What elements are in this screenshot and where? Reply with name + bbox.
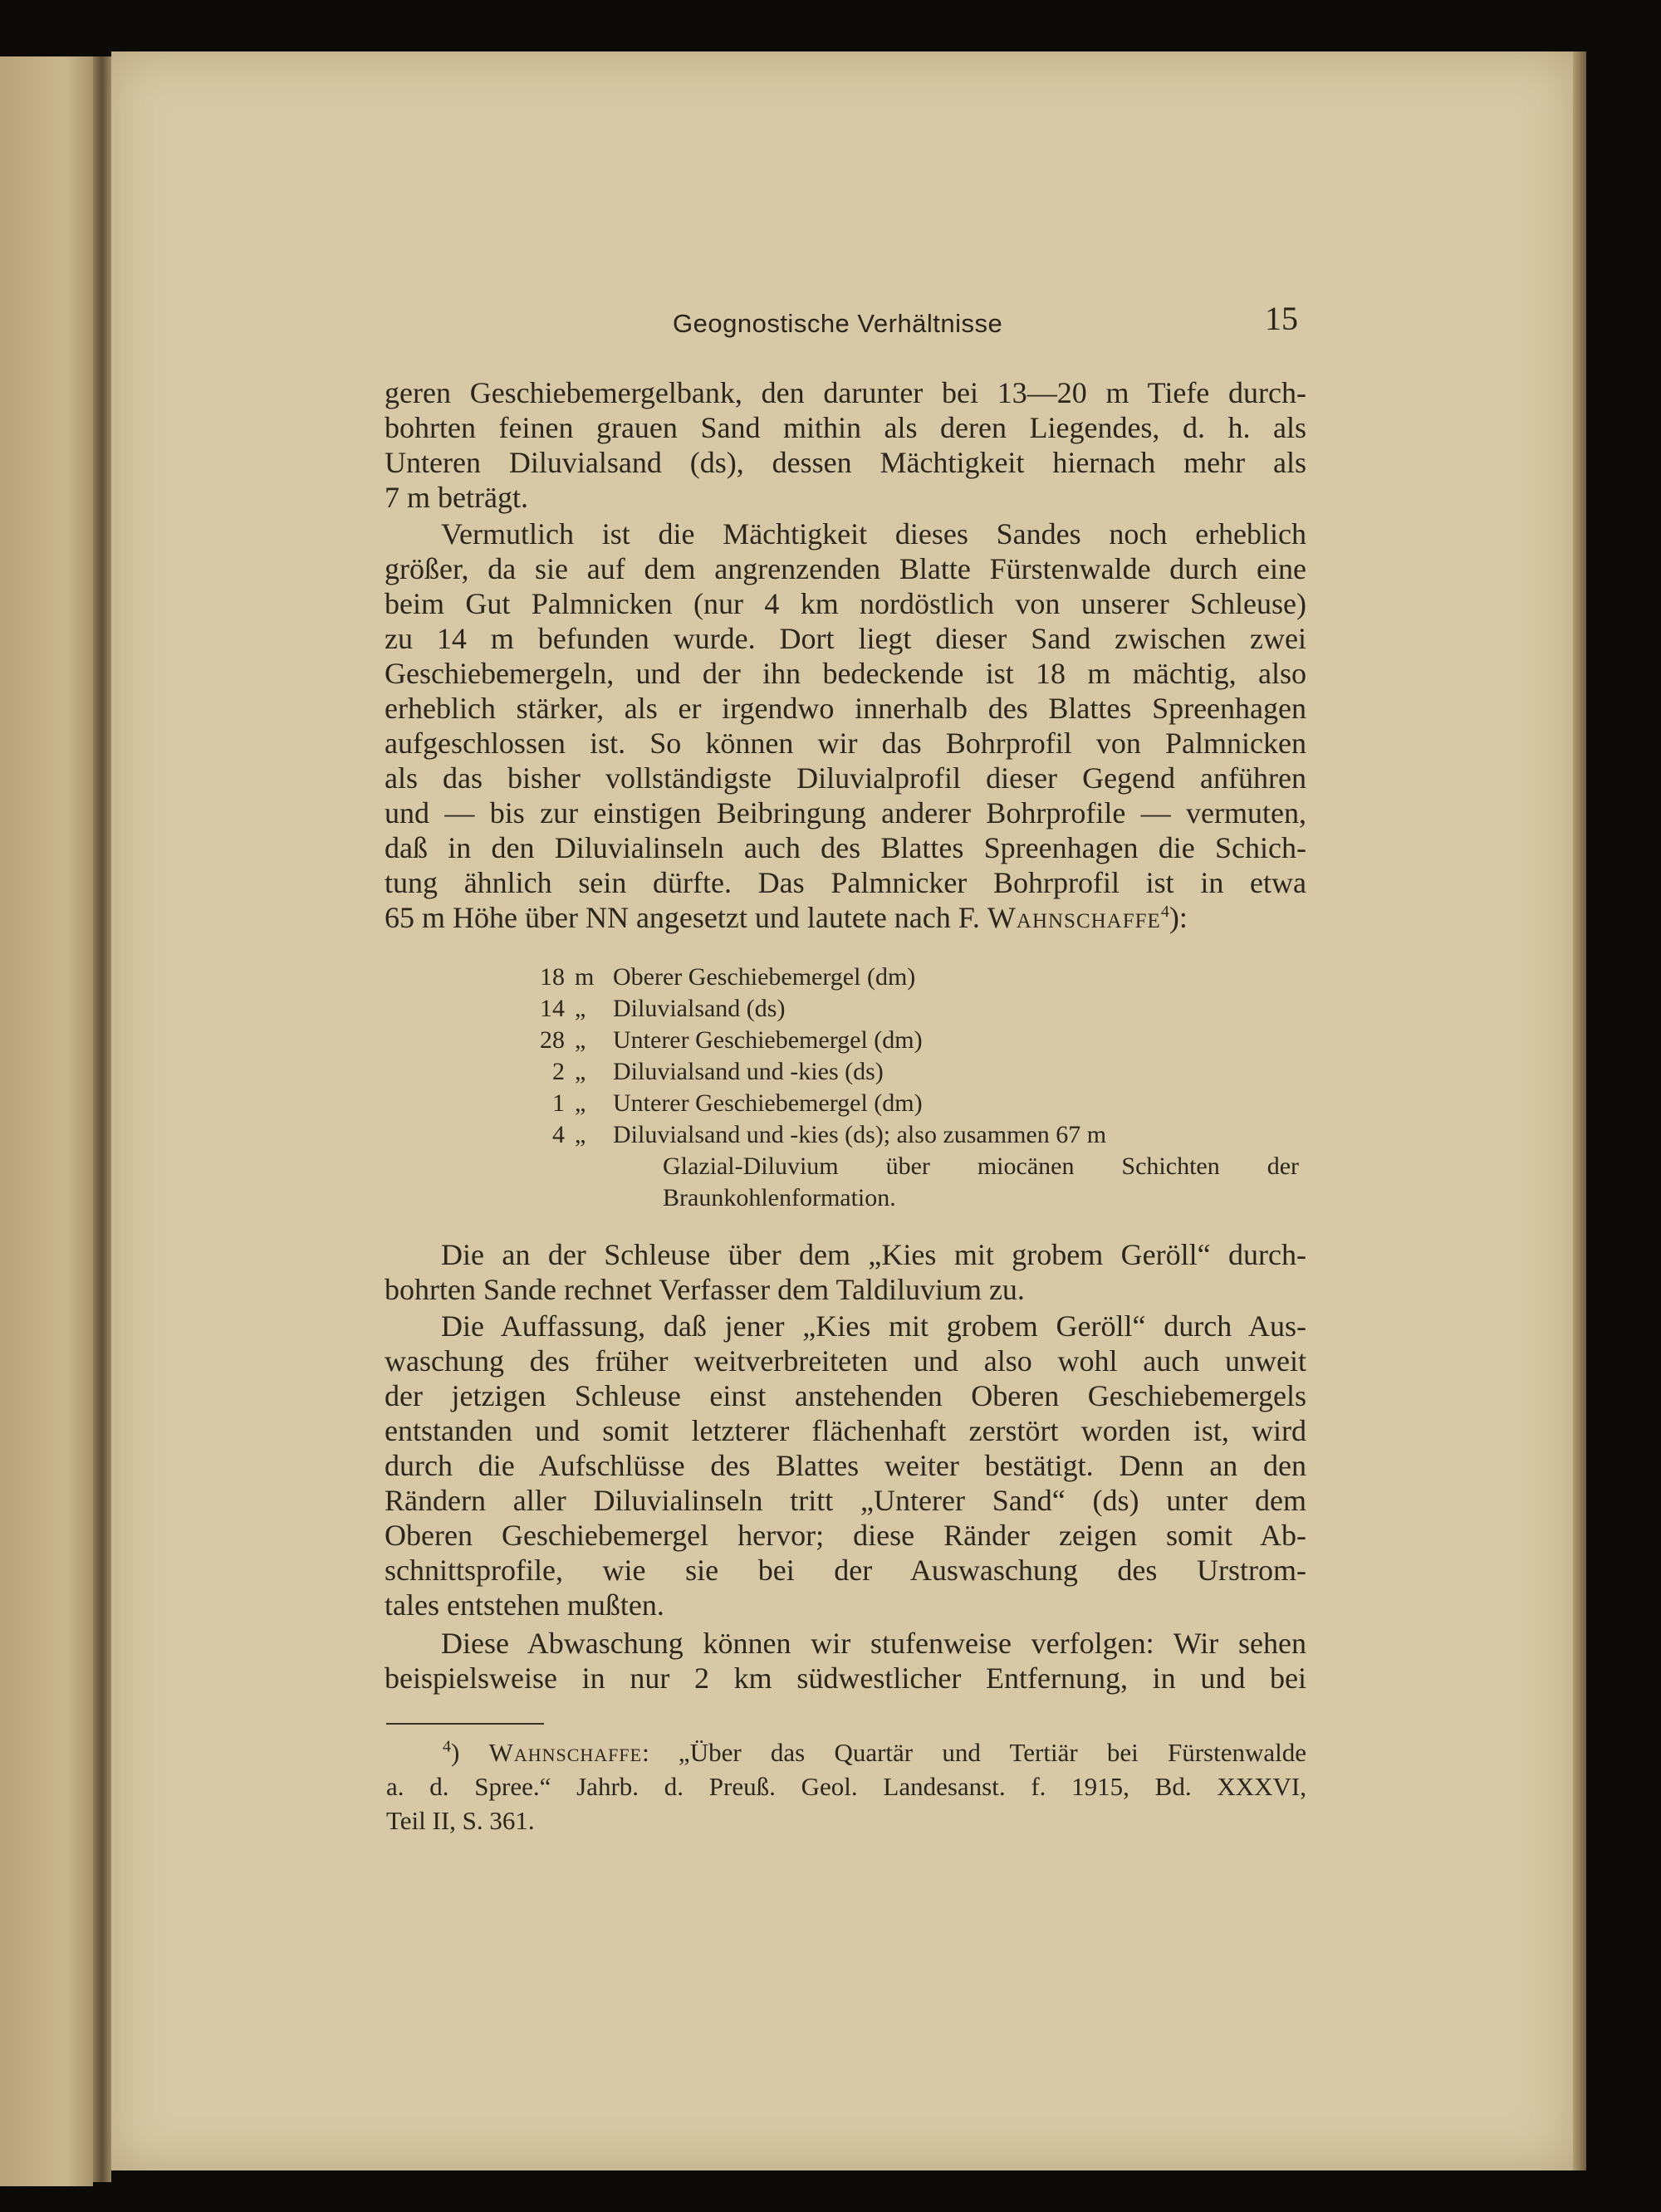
page-edge <box>1573 51 1586 2170</box>
text-line: bohrten feinen grauen Sand mithin als deren Liegendes, d. h. als <box>385 411 1306 444</box>
profile-layer: Unterer Geschiebemergel (dm) <box>613 1089 923 1117</box>
profile-layer: Diluvialsand (ds) <box>613 995 786 1022</box>
text-line: erheblich stärker, als er irgendwo innerhalb des Blattes Spreenhagen <box>385 692 1306 725</box>
profile-layer: Diluvialsand und -kies (ds) <box>613 1058 884 1085</box>
running-title: Geognostische Verhältnisse <box>673 309 1003 338</box>
footnote-line: Teil II, S. 361. <box>386 1806 535 1835</box>
text-line: größer, da sie auf dem angrenzenden Blatte Fürstenwalde durch eine <box>385 552 1306 585</box>
text-fragment: 65 m Höhe über NN angesetzt und lautete nach F. <box>385 901 980 934</box>
footnote-line: $^4$) Wahnschaffe: „Über das Quartär und Tertiär bei Fürstenwalde <box>443 1737 1307 1767</box>
text-line: geren Geschiebemergelbank, den darunter bei 13—20 m Tiefe durch- <box>385 376 1306 409</box>
text-line: aufgeschlossen ist. So können wir das Bohrprofil von Palmnicken <box>385 727 1306 760</box>
text-line: der jetzigen Schleuse einst anstehenden Oberen Geschiebemergels <box>385 1379 1306 1412</box>
text-line: 7 m beträgt. <box>385 481 528 514</box>
profile-unit: m <box>575 963 595 991</box>
text-line: Vermutlich ist die Mächtigkeit dieses Sandes noch erheblich <box>441 517 1306 551</box>
profile-layer: Diluvialsand und -kies (ds); also zusammen 67 m <box>613 1121 1107 1148</box>
text-line: tung ähnlich sein dürfte. Das Palmnicker Bohrprofil ist in etwa <box>385 866 1306 899</box>
text-line: Die an der Schleuse über dem „Kies mit grobem Geröll“ durch- <box>441 1238 1306 1271</box>
profile-unit: „ <box>575 1026 586 1054</box>
footnote-rule <box>386 1723 544 1725</box>
facing-page-edge <box>0 56 93 2186</box>
profile-unit: „ <box>575 1121 586 1148</box>
text-line: Rändern aller Diluvialinseln tritt „Unterer Sand“ (ds) unter dem <box>385 1484 1306 1517</box>
text-line: tales entstehen mußten. <box>385 1588 664 1622</box>
text-fragment: ): <box>1169 901 1188 934</box>
page-number: 15 <box>1265 300 1298 337</box>
profile-unit: „ <box>575 1089 586 1117</box>
footnote-line: a. d. Spree.“ Jahrb. d. Preuß. Geol. Landesanst. f. 1915, Bd. XXXVI, <box>386 1772 1306 1801</box>
text-line: als das bisher vollständigste Diluvialprofil dieser Gegend anführen <box>385 761 1306 795</box>
profile-continuation: Braunkohlenformation. <box>663 1184 896 1211</box>
text-line: Oberen Geschiebemergel hervor; diese Ränder zeigen somit Ab- <box>385 1519 1306 1552</box>
profile-thickness: 28 <box>540 1026 565 1054</box>
profile-unit: „ <box>575 995 586 1022</box>
profile-unit: „ <box>575 1058 586 1085</box>
text-line: waschung des früher weitverbreiteten und also wohl auch unweit <box>385 1344 1306 1378</box>
profile-layer: Unterer Geschiebemergel (dm) <box>613 1026 923 1054</box>
profile-thickness: 14 <box>540 995 565 1022</box>
text-line: beispielsweise in nur 2 km südwestlicher Entfernung, in und bei <box>385 1661 1306 1695</box>
profile-layer: Oberer Geschiebemergel (dm) <box>613 963 916 991</box>
footnote-marker: 4 <box>443 1737 451 1756</box>
text-line: zu 14 m befunden wurde. Dort liegt dieser Sand zwischen zwei <box>385 622 1306 655</box>
profile-thickness: 4 <box>552 1121 565 1148</box>
text-line: schnittsprofile, wie sie bei der Auswaschung des Urstrom- <box>385 1554 1306 1587</box>
text-line: Unteren Diluvialsand (ds), dessen Mächtigkeit hiernach mehr als <box>385 446 1306 479</box>
profile-thickness: 18 <box>540 963 565 991</box>
author-name: Wahnschaffe <box>987 901 1161 934</box>
footnote-reference: 4 <box>1160 903 1169 921</box>
text-line: entstanden und somit letzterer flächenhaft zerstört worden ist, wird <box>385 1414 1306 1447</box>
text-line: durch die Aufschlüsse des Blattes weiter bestätigt. Denn an den <box>385 1449 1306 1482</box>
author-name: Wahnschaffe <box>488 1738 643 1767</box>
book-gutter <box>93 56 111 2182</box>
text-line: und — bis zur einstigen Beibringung anderer Bohrprofile — vermuten, <box>385 796 1306 830</box>
text-line <box>385 900 1188 935</box>
text-line: bohrten Sande rechnet Verfasser dem Taldiluvium zu. <box>385 1273 1025 1306</box>
profile-continuation: Glazial-Diluvium über miocänen Schichten der <box>663 1152 1299 1180</box>
text-line: daß in den Diluvialinseln auch des Blattes Spreenhagen die Schich- <box>385 831 1306 864</box>
text-line: Die Auffassung, daß jener „Kies mit grobem Geröll“ durch Aus- <box>441 1309 1306 1343</box>
text-fragment: : „Über das Quartär und Tertiär bei Fürstenwalde <box>642 1738 1307 1767</box>
text-line: Diese Abwaschung können wir stufenweise verfolgen: Wir sehen <box>441 1627 1306 1660</box>
text-line: Geschiebemergeln, und der ihn bedeckende ist 18 m mächtig, also <box>385 657 1306 690</box>
profile-thickness: 2 <box>552 1058 565 1085</box>
text-line: beim Gut Palmnicken (nur 4 km nordöstlich von unserer Schleuse) <box>385 587 1306 620</box>
profile-thickness: 1 <box>552 1089 565 1117</box>
